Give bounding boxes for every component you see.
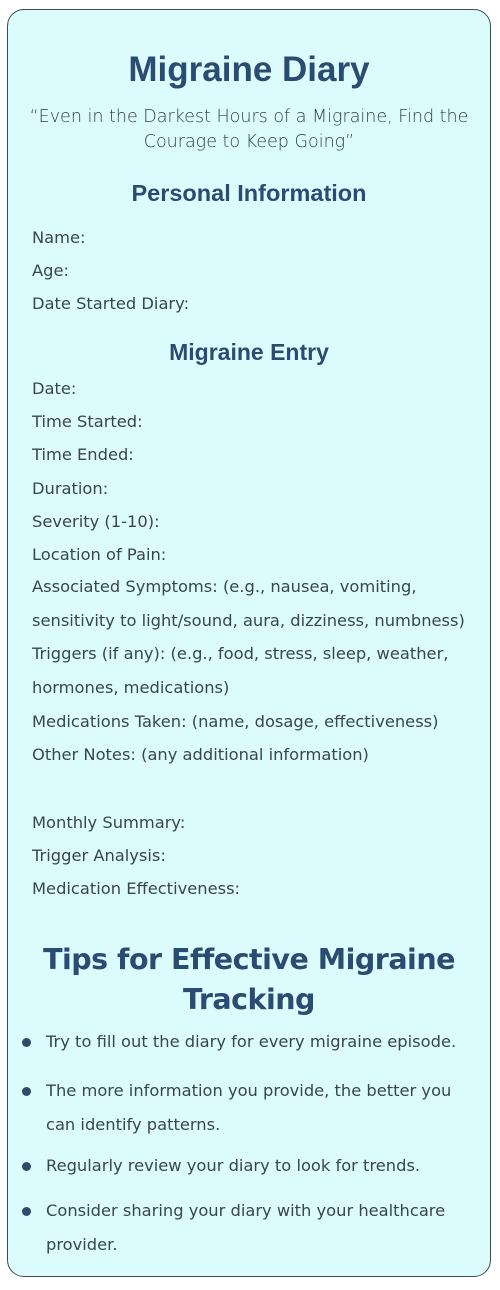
tip-text: Regularly review your diary to look for trends. [46, 1156, 421, 1175]
tip-text: The more information you provide, the better you can identify patterns. [46, 1081, 452, 1134]
page-title: Migraine Diary [128, 50, 370, 89]
tips-heading: Tips for Effective Migraine Tracking [43, 943, 455, 1016]
field-medications: Medications Taken: (name, dosage, effectiveness) [32, 712, 439, 731]
tip-item [22, 1074, 482, 1142]
field-severity: Severity (1-10): [32, 512, 160, 531]
quote: “Even in the Darkest Hours of a Migraine, Find the Courage to Keep Going” [29, 107, 469, 152]
bullet-icon [22, 1038, 31, 1047]
field-time-ended: Time Ended: [32, 445, 134, 464]
field-medication-effectiveness: Medication Effectiveness: [32, 879, 241, 898]
field-triggers: Triggers (if any): (e.g., food, stress, sleep, weather, hormones, medications) [32, 644, 449, 697]
bullet-icon [22, 1207, 31, 1216]
tip-item [22, 1025, 482, 1059]
field-duration: Duration: [32, 479, 109, 498]
bullet-icon [22, 1087, 31, 1096]
field-symptoms: Associated Symptoms: (e.g., nausea, vomiting, sensitivity to light/sound, aura, dizziness, numbness) [32, 577, 465, 630]
field-date: Date: [32, 379, 77, 398]
tip-item [22, 1194, 482, 1262]
diary-card [7, 9, 491, 1277]
migraine-entry-heading: Migraine Entry [169, 339, 329, 365]
field-monthly-summary: Monthly Summary: [32, 813, 186, 832]
personal-info-heading: Personal Information [131, 180, 367, 206]
tip-text: Try to fill out the diary for every migraine episode. [46, 1032, 457, 1051]
tip-text: Consider sharing your diary with your healthcare provider. [46, 1201, 446, 1254]
field-location: Location of Pain: [32, 545, 167, 564]
tip-item [22, 1149, 482, 1183]
field-time-started: Time Started: [32, 412, 143, 431]
field-date-started: Date Started Diary: [32, 294, 190, 313]
bullet-icon [22, 1162, 31, 1171]
field-age: Age: [32, 261, 69, 280]
field-name: Name: [32, 228, 86, 247]
field-trigger-analysis: Trigger Analysis: [32, 846, 166, 865]
field-other-notes: Other Notes: (any additional information) [32, 745, 369, 764]
